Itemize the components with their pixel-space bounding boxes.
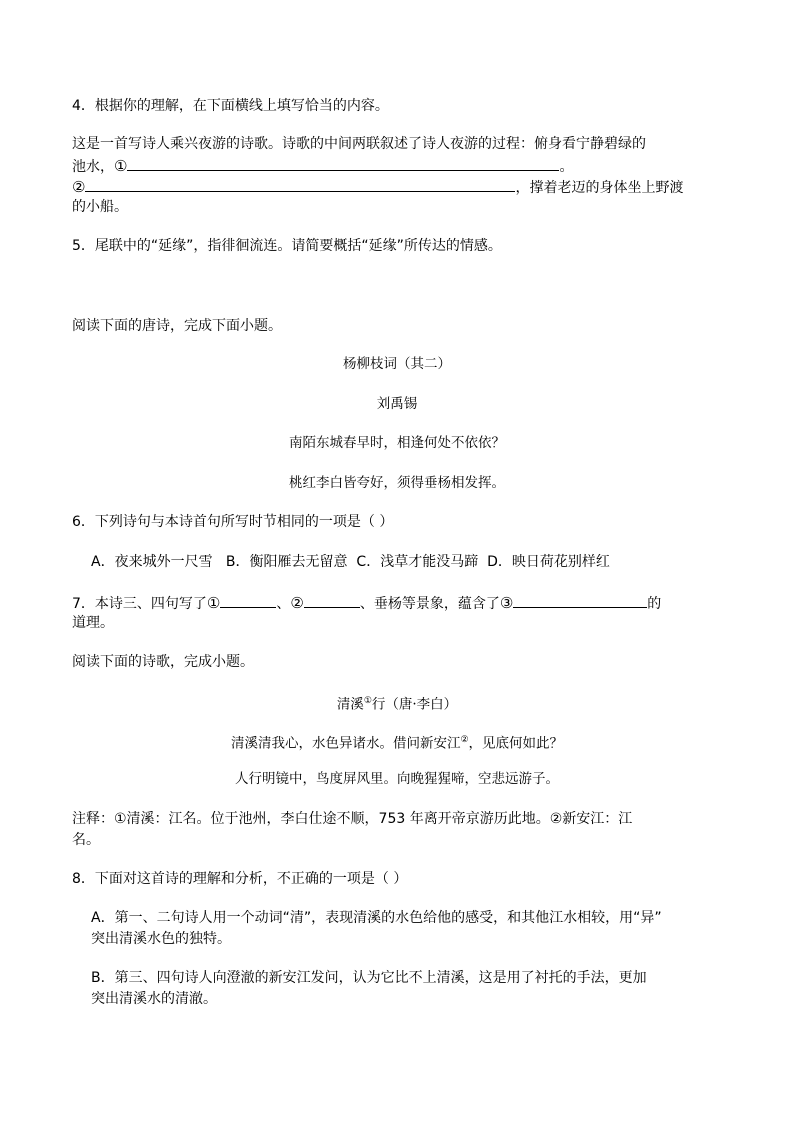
poem2-line1: 南陌东城春早时，相逢何处不依依？ — [289, 435, 505, 451]
poem3-note-line1: 注释：①清溪：江名。位于池州，李白仕途不顺，753 年离开帝京游历此地。②新安江：江 — [72, 811, 633, 827]
q7-line1 — [72, 592, 722, 615]
section2-intro: 阅读下面的唐诗，完成下面小题。 — [72, 318, 282, 334]
q4-mark1: ① — [114, 157, 128, 175]
poem3-title-sup: ① — [363, 696, 372, 706]
q4-line3-suffix: ，撑着老迈的身体坐上野渡 — [515, 180, 684, 196]
poem2-author: 刘禹锡 — [376, 396, 418, 412]
q7-text3: 的 — [647, 596, 662, 612]
answer-blank-q7-2[interactable] — [304, 592, 360, 608]
q8-option-b-line2: 突出清溪水的清澈。 — [91, 991, 217, 1007]
q4-line3 — [72, 176, 722, 199]
poem3-line1-a: 清溪清我心，水色异诸水。借问新安江 — [230, 735, 461, 752]
q4-line1: 这是一首写诗人乘兴夜游的诗歌。诗歌的中间两联叙述了诗人夜游的过程：俯身看宁静碧绿的 — [72, 136, 646, 152]
q7-mark2: ② — [290, 594, 304, 612]
poem3-line1-sup: ② — [460, 735, 469, 745]
q5-prompt: 5．尾联中的“延缘”，指徘徊流连。请简要概括“延缘”所传达的情感。 — [72, 238, 502, 254]
q4-line2-end: 。 — [559, 159, 574, 175]
poem3-note-line2: 名。 — [72, 832, 100, 848]
q4-line4: 的小船。 — [72, 199, 128, 215]
answer-blank-q7-3[interactable] — [513, 592, 647, 608]
q4-line2 — [72, 155, 722, 178]
q4-prompt: 4．根据你的理解，在下面横线上填写恰当的内容。 — [72, 98, 389, 114]
q8-option-b-line1: B．第三、四句诗人向澄澈的新安江发问，认为它比不上清溪，这是用了衬托的手法，更加 — [91, 970, 647, 986]
q8-option-a-line2: 突出清溪水色的独特。 — [91, 931, 231, 947]
section3-intro: 阅读下面的诗歌，完成小题。 — [72, 654, 254, 670]
q7-mark1: ① — [206, 594, 221, 612]
poem3-line1 — [0, 730, 794, 755]
poem3-title-a: 清溪 — [336, 696, 364, 713]
q7-line2: 道理。 — [72, 615, 114, 631]
q7-text2: 、垂杨等景象，蕴含了 — [359, 596, 500, 612]
q7-text1: 7．本诗三、四句写了 — [72, 596, 207, 612]
poem3-title — [0, 691, 794, 716]
poem3-line1-b: ，见底何如此？ — [468, 735, 564, 752]
q4-line2-prefix: 池水， — [72, 159, 114, 175]
q8-prompt: 8．下面对这首诗的理解和分析，不正确的一项是（ ） — [72, 871, 408, 887]
poem2-title: 杨柳枝词（其二） — [343, 356, 451, 372]
q7-sep1: 、 — [276, 596, 291, 612]
q8-option-a-line1: A．第一、二句诗人用一个动词“清”，表现清溪的水色给他的感受，和其他江水相较，用“异” — [91, 910, 662, 926]
answer-blank-1[interactable] — [127, 155, 559, 171]
q6-options: A．夜来城外一尺雪 B．衡阳雁去无留意 C．浅草才能没马蹄 D．映日荷花别样红 — [91, 554, 610, 570]
q4-mark2: ② — [72, 178, 86, 196]
poem3-line2: 人行明镜中，鸟度屏风里。向晚猩猩啼，空悲远游子。 — [235, 771, 559, 787]
poem2-line2: 桃红李白皆夸好，须得垂杨相发挥。 — [289, 475, 505, 491]
answer-blank-q7-1[interactable] — [220, 592, 276, 608]
poem3-title-b: 行（唐·李白） — [371, 696, 458, 713]
q6-prompt: 6．下列诗句与本诗首句所写时节相同的一项是（ ） — [72, 514, 394, 530]
q7-mark3: ③ — [499, 594, 514, 612]
answer-blank-2[interactable] — [85, 176, 515, 192]
